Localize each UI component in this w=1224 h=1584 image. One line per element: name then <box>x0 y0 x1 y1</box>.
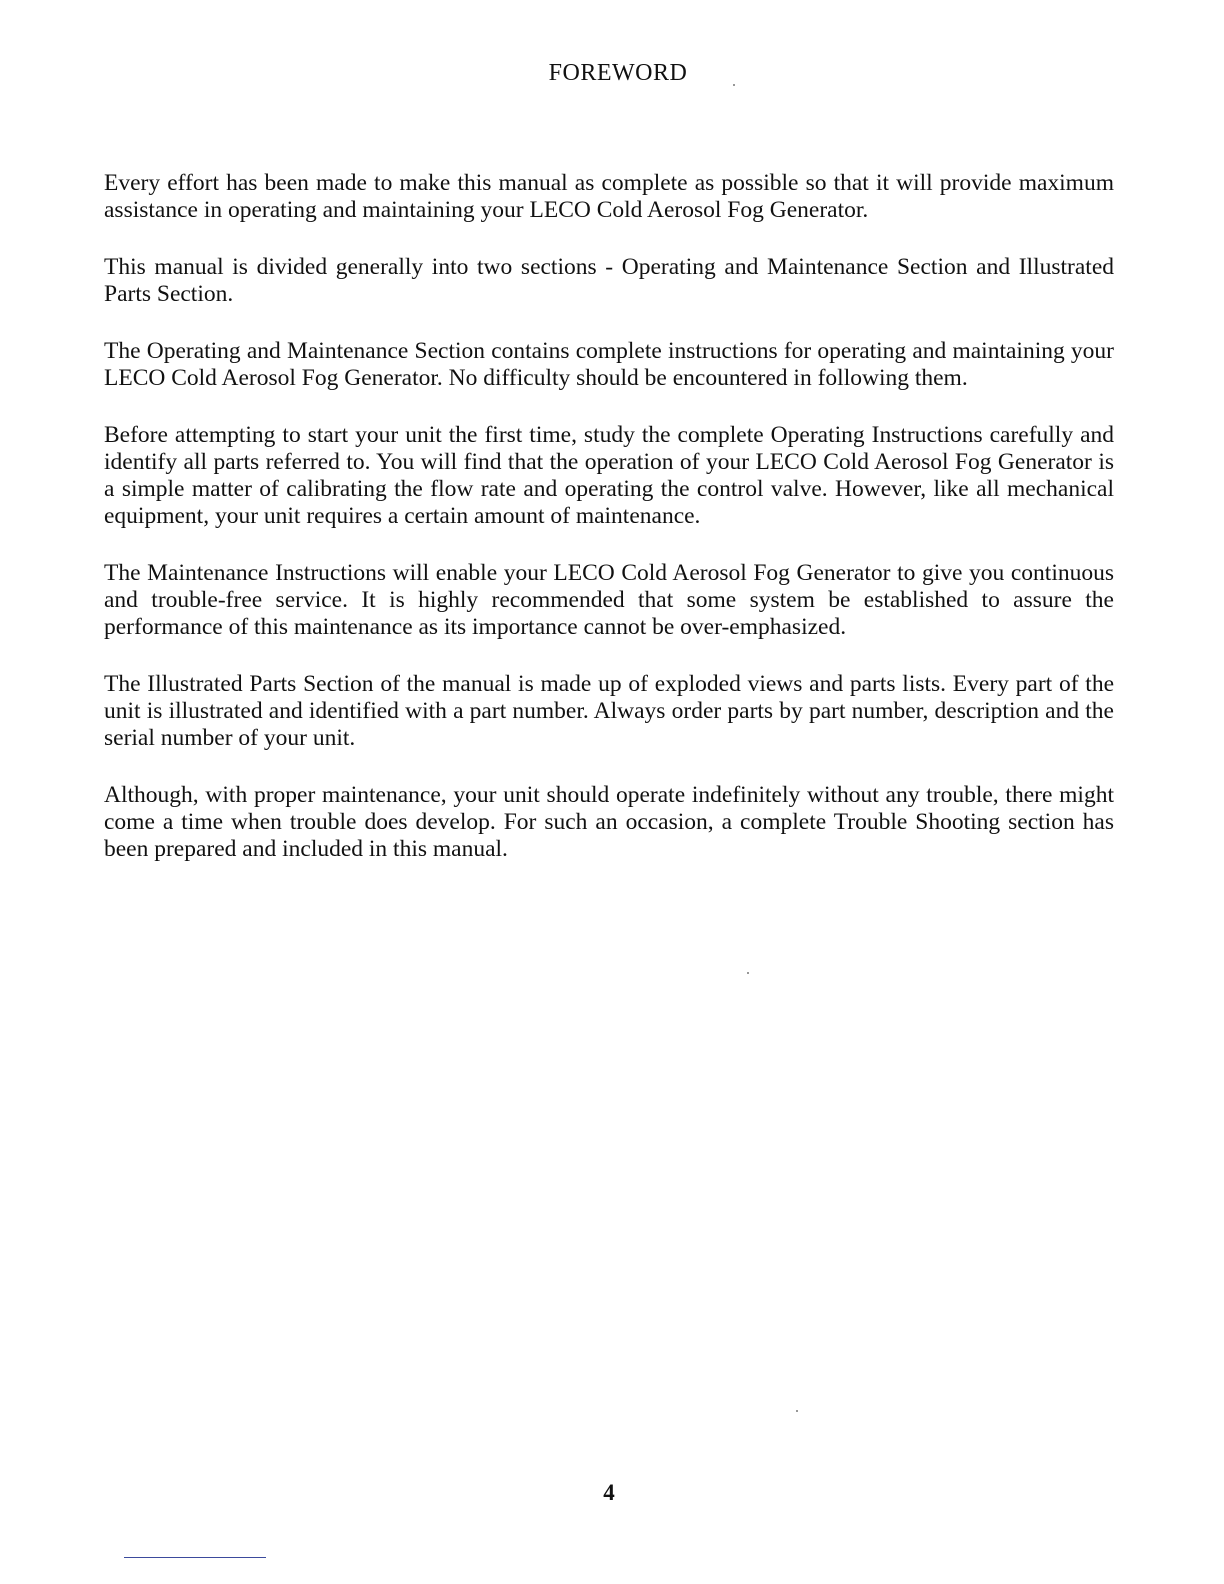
paragraph-maintenance-instructions: The Maintenance Instructions will enable your LECO Cold Aerosol Fog Generator to give you continuous and trouble-free service. It is highly recommended that some system be established to assure the performance of this maintenance as its importance cannot be over-emphasized. <box>104 560 1114 640</box>
paragraph-illustrated-parts: The Illustrated Parts Section of the manual is made up of exploded views and parts lists. Every part of the unit is illustrated and identified with a part number. Always order parts by part number, description and the serial number of your unit. <box>104 671 1114 751</box>
page-title: FOREWORD <box>548 60 688 86</box>
bottom-rule <box>124 1557 266 1558</box>
paragraph-purpose: Every effort has been made to make this manual as complete as possible so that it will provide maximum assistance in operating and maintaining your LECO Cold Aerosol Fog Generator. <box>104 170 1114 223</box>
paragraph-operating-maintenance: The Operating and Maintenance Section contains complete instructions for operating and maintaining your LECO Cold Aerosol Fog Generator. No difficulty should be encountered in following them. <box>104 338 1114 391</box>
scan-speck <box>733 84 735 86</box>
foreword-body <box>104 170 1114 893</box>
paragraph-before-starting: Before attempting to start your unit the first time, study the complete Operating Instructions carefully and identify all parts referred to. You will find that the operation of your LECO Cold Aerosol Fog Generator is a simple matter of calibrating the flow rate and operating the control valve. However, like all mechanical equipment, your unit requires a certain amount of maintenance. <box>104 422 1114 529</box>
scan-speck <box>796 1410 798 1412</box>
paragraph-trouble-shooting: Although, with proper maintenance, your unit should operate indefinitely without any trouble, there might come a time when trouble does develop. For such an occasion, a complete Trouble Shooting section has been prepared and included in this manual. <box>104 782 1114 862</box>
scan-speck <box>747 972 749 974</box>
page-number: 4 <box>603 1480 615 1505</box>
paragraph-sections: This manual is divided generally into two sections - Operating and Maintenance Section and Illustrated Parts Section. <box>104 254 1114 307</box>
